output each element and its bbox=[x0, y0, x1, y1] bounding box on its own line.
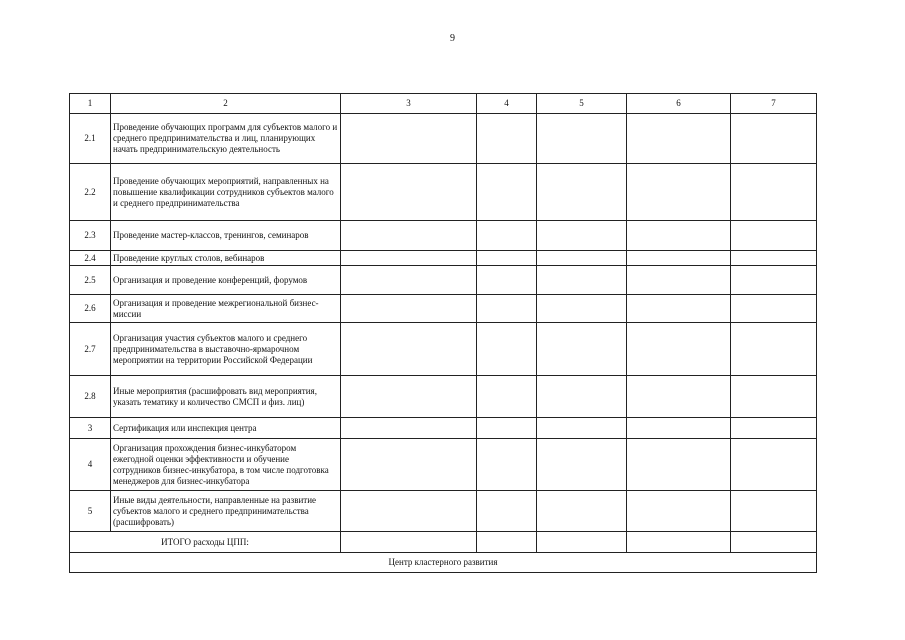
table-row bbox=[70, 251, 817, 266]
column-header: 1 bbox=[70, 94, 111, 114]
table-cell bbox=[477, 418, 537, 439]
row-number: 2.8 bbox=[70, 376, 111, 418]
table-cell bbox=[731, 418, 817, 439]
table-row bbox=[70, 418, 817, 439]
table-cell bbox=[341, 376, 477, 418]
table-cell bbox=[731, 164, 817, 221]
expense-table bbox=[69, 93, 817, 573]
table-cell bbox=[477, 221, 537, 251]
table-cell bbox=[731, 323, 817, 376]
table-cell bbox=[731, 439, 817, 491]
table-cell bbox=[341, 439, 477, 491]
table-cell bbox=[537, 251, 627, 266]
total-row bbox=[70, 532, 817, 553]
column-header: 2 bbox=[111, 94, 341, 114]
row-number: 5 bbox=[70, 491, 111, 532]
table-cell bbox=[731, 295, 817, 323]
table-cell bbox=[627, 295, 731, 323]
table-row bbox=[70, 114, 817, 164]
row-description: Сертификация или инспекция центра bbox=[111, 418, 341, 439]
table-cell bbox=[477, 323, 537, 376]
table-row bbox=[70, 164, 817, 221]
row-number: 3 bbox=[70, 418, 111, 439]
total-label: ИТОГО расходы ЦПП: bbox=[70, 532, 341, 553]
table-cell bbox=[731, 266, 817, 295]
row-number: 2.6 bbox=[70, 295, 111, 323]
row-description: Иные виды деятельности, направленные на развитие субъектов малого и среднего предпринимательства (расшифровать) bbox=[111, 491, 341, 532]
table-cell bbox=[537, 418, 627, 439]
table-cell bbox=[537, 164, 627, 221]
table-cell bbox=[341, 323, 477, 376]
table-cell bbox=[731, 491, 817, 532]
table-cell bbox=[477, 491, 537, 532]
table-row bbox=[70, 295, 817, 323]
table-cell bbox=[477, 439, 537, 491]
table-cell bbox=[341, 114, 477, 164]
row-number: 2.4 bbox=[70, 251, 111, 266]
table-cell bbox=[731, 221, 817, 251]
table-cell bbox=[477, 376, 537, 418]
table-cell bbox=[341, 418, 477, 439]
table-cell bbox=[537, 532, 627, 553]
row-description: Проведение мастер-классов, тренингов, семинаров bbox=[111, 221, 341, 251]
table-header-row bbox=[70, 94, 817, 114]
table-cell bbox=[627, 221, 731, 251]
table-cell bbox=[477, 114, 537, 164]
table-row bbox=[70, 439, 817, 491]
table-cell bbox=[477, 532, 537, 553]
table-cell bbox=[537, 221, 627, 251]
table-cell bbox=[341, 251, 477, 266]
table-cell bbox=[537, 491, 627, 532]
table-cell bbox=[341, 221, 477, 251]
table-cell bbox=[537, 295, 627, 323]
table-cell bbox=[341, 295, 477, 323]
table-cell bbox=[731, 114, 817, 164]
row-description: Организация и проведение межрегиональной бизнес-миссии bbox=[111, 295, 341, 323]
row-description: Проведение обучающих программ для субъектов малого и среднего предпринимательства и лиц, планирующих начать предпринимательскую деятельность bbox=[111, 114, 341, 164]
table-cell bbox=[627, 376, 731, 418]
table-row bbox=[70, 221, 817, 251]
table-cell bbox=[341, 491, 477, 532]
table-cell bbox=[477, 295, 537, 323]
column-header: 4 bbox=[477, 94, 537, 114]
section-header-row bbox=[70, 553, 817, 573]
table-cell bbox=[477, 266, 537, 295]
table-cell bbox=[627, 323, 731, 376]
table-cell bbox=[627, 532, 731, 553]
row-description: Проведение обучающих мероприятий, направленных на повышение квалификации сотрудников субъектов малого и среднего предпринимательства bbox=[111, 164, 341, 221]
table-row bbox=[70, 491, 817, 532]
table-cell bbox=[627, 164, 731, 221]
table-cell bbox=[627, 251, 731, 266]
page-number: 9 bbox=[450, 33, 455, 44]
table-cell bbox=[477, 251, 537, 266]
table-cell bbox=[627, 418, 731, 439]
row-number: 2.1 bbox=[70, 114, 111, 164]
table-cell bbox=[731, 532, 817, 553]
row-number: 4 bbox=[70, 439, 111, 491]
table-cell bbox=[341, 164, 477, 221]
row-description: Организация прохождения бизнес-инкубатором ежегодной оценки эффективности и обучение сотрудников бизнес-инкубатора, в том числе подготовка менеджеров для бизнес-инкубатора bbox=[111, 439, 341, 491]
row-description: Организация и проведение конференций, форумов bbox=[111, 266, 341, 295]
table-cell bbox=[477, 164, 537, 221]
table-cell bbox=[731, 251, 817, 266]
section-label: Центр кластерного развития bbox=[70, 553, 817, 573]
table-row bbox=[70, 323, 817, 376]
column-header: 5 bbox=[537, 94, 627, 114]
table-cell bbox=[537, 323, 627, 376]
column-header: 6 bbox=[627, 94, 731, 114]
column-header: 3 bbox=[341, 94, 477, 114]
table-row bbox=[70, 266, 817, 295]
row-description: Проведение круглых столов, вебинаров bbox=[111, 251, 341, 266]
table-cell bbox=[627, 114, 731, 164]
table-cell bbox=[341, 266, 477, 295]
table-cell bbox=[627, 439, 731, 491]
table-cell bbox=[537, 439, 627, 491]
row-number: 2.2 bbox=[70, 164, 111, 221]
table-cell bbox=[731, 376, 817, 418]
table-cell bbox=[537, 376, 627, 418]
table-cell bbox=[341, 532, 477, 553]
column-header: 7 bbox=[731, 94, 817, 114]
table-row bbox=[70, 376, 817, 418]
table-cell bbox=[537, 266, 627, 295]
table-cell bbox=[627, 266, 731, 295]
table-cell bbox=[537, 114, 627, 164]
row-number: 2.3 bbox=[70, 221, 111, 251]
row-description: Организация участия субъектов малого и среднего предпринимательства в выставочно-ярмарочном мероприятии на территории Российской Федерации bbox=[111, 323, 341, 376]
row-number: 2.5 bbox=[70, 266, 111, 295]
row-description: Иные мероприятия (расшифровать вид мероприятия, указать тематику и количество СМСП и физ. лиц) bbox=[111, 376, 341, 418]
row-number: 2.7 bbox=[70, 323, 111, 376]
table-cell bbox=[627, 491, 731, 532]
